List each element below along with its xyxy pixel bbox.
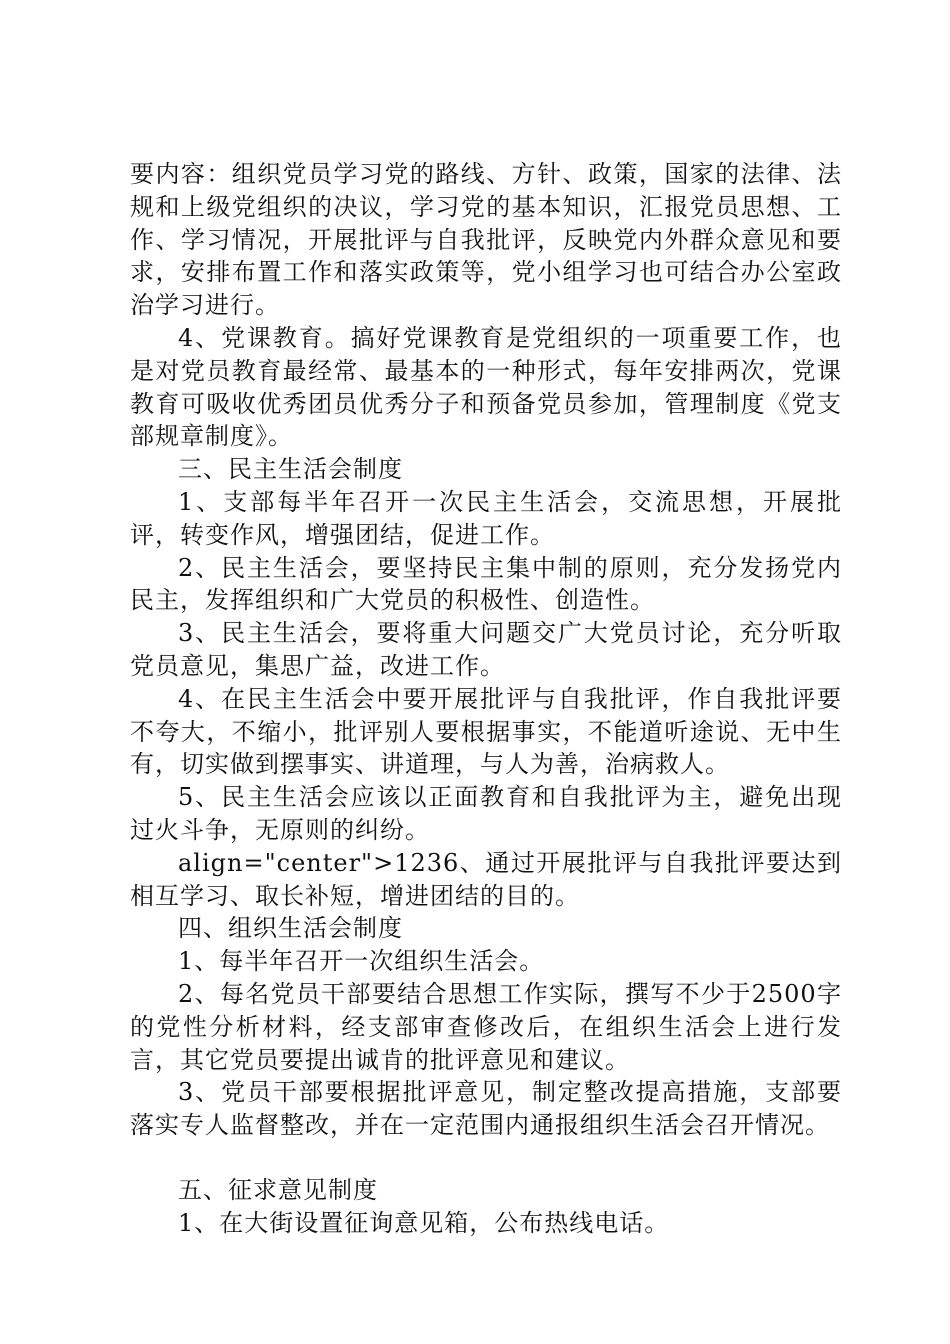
paragraph-organization-1: 1、每半年召开一次组织生活会。 (178, 947, 545, 976)
paragraph-democratic-3: 3、民主生活会，要将重大问题交广大党员讨论，充分听取党员意见，集思广益，改进工作。 (130, 619, 842, 680)
document-body (130, 158, 842, 1240)
heading-opinion-solicitation: 五、征求意见制度 (178, 1175, 378, 1204)
heading-organization-life-meeting: 四、组织生活会制度 (178, 914, 403, 943)
paragraph-meeting-content: 要内容：组织党员学习党的路线、方针、政策，国家的法律、法规和上级党组织的决议，学习党的基本知识，汇报党员思想、工作、学习情况，开展批评与自我批评，反映党内外群众意见和要求，安排布置工作和落实政策等，党小组学习也可结合办公室政治学习进行。 (130, 160, 842, 320)
paragraph-democratic-2: 2、民主生活会，要坚持民主集中制的原则，充分发扬党内民主，发挥组织和广大党员的积极性、创造性。 (130, 553, 842, 615)
paragraph-democratic-6: align="center">1236、通过开展批评与自我批评要达到相互学习、取长补短，增进团结的目的。 (130, 848, 842, 910)
heading-democratic-life-meeting: 三、民主生活会制度 (178, 455, 403, 484)
paragraph-organization-3: 3、党员干部要根据批评意见，制定整改提高措施，支部要落实专人监督整改，并在一定范围内通报组织生活会召开情况。 (130, 1078, 842, 1140)
paragraph-democratic-1: 1、支部每半年召开一次民主生活会，交流思想，开展批评，转变作风，增强团结，促进工作。 (130, 487, 842, 549)
paragraph-democratic-5: 5、民主生活会应该以正面教育和自我批评为主，避免出现过火斗争，无原则的纠纷。 (130, 783, 842, 844)
paragraph-party-lessons: 4、党课教育。搞好党课教育是党组织的一项重要工作，也是对党员教育最经常、最基本的一种形式，每年安排两次，党课教育可吸收优秀团员优秀分子和预备党员参加，管理制度《党支部规章制度》。 (130, 323, 842, 451)
paragraph-organization-2: 2、每名党员干部要结合思想工作实际，撰写不少于2500字的党性分析材料，经支部审查修改后，在组织生活会上进行发言，其它党员要提出诚肯的批评意见和建议。 (130, 979, 842, 1074)
paragraph-opinion-1: 1、在大街设置征询意见箱，公布热线电话。 (178, 1208, 670, 1237)
paragraph-democratic-4: 4、在民主生活会中要开展批评与自我批评，作自我批评要不夸大，不缩小，批评别人要根据事实，不能道听途说、无中生有，切实做到摆事实、讲道理，与人为善，治病救人。 (130, 684, 842, 779)
